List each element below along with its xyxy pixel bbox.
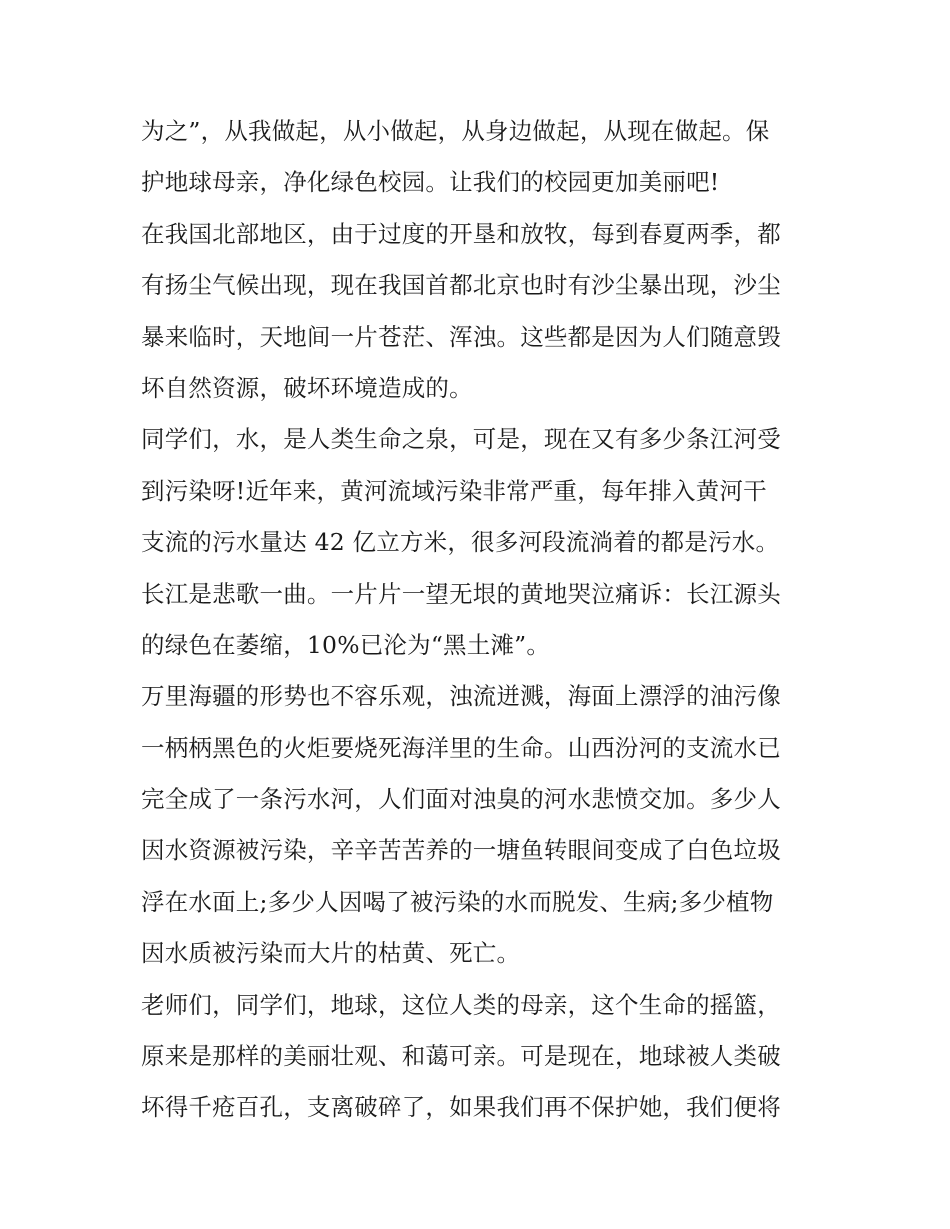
text-line: 因水资源被污染，辛辛苦苦养的一塘鱼转眼间变成了白色垃圾 — [141, 836, 781, 865]
text-line: 长江是悲歌一曲。一片片一望无垠的黄地哭泣痛诉：长江源头 — [141, 579, 781, 608]
text-line: 坏自然资源，破坏环境造成的。 — [141, 373, 473, 402]
text-line: 原来是那样的美丽壮观、和蔼可亲。可是现在，地球被人类破 — [141, 1042, 781, 1071]
text-line: 护地球母亲，净化绿色校园。让我们的校园更加美丽吧! — [141, 168, 720, 197]
text-line: 因水质被污染而大片的枯黄、死亡。 — [141, 939, 521, 968]
text-line: 到污染呀!近年来，黄河流域污染非常严重，每年排入黄河干 — [141, 476, 767, 505]
document-body — [141, 106, 821, 1134]
text-line: 完全成了一条污水河，人们面对浊臭的河水悲愤交加。多少人 — [141, 785, 781, 814]
text-line: 在我国北部地区，由于过度的开垦和放牧，每到春夏两季，都 — [141, 219, 781, 248]
text-line: 浮在水面上;多少人因喝了被污染的水而脱发、生病;多少植物 — [141, 887, 774, 916]
text-line: 暴来临时，天地间一片苍茫、浑浊。这些都是因为人们随意毁 — [141, 322, 781, 351]
text-line: 同学们，水，是人类生命之泉，可是，现在又有多少条江河受 — [141, 425, 781, 454]
text-line: 一柄柄黑色的火炬要烧死海洋里的生命。山西汾河的支流水已 — [141, 733, 781, 762]
text-line: 坏得千疮百孔，支离破碎了，如果我们再不保护她，我们便将 — [141, 1093, 781, 1122]
text-line: 支流的污水量达 42 亿立方米，很多河段流淌着的都是污水。 — [141, 528, 780, 557]
text-line: 有扬尘气候出现，现在我国首都北京也时有沙尘暴出现，沙尘 — [141, 271, 781, 300]
text-line: 万里海疆的形势也不容乐观，浊流迸溅，海面上漂浮的油污像 — [141, 682, 781, 711]
text-line: 为之”，从我做起，从小做起，从身边做起，从现在做起。保 — [141, 117, 770, 145]
text-line: 老师们，同学们，地球，这位人类的母亲，这个生命的摇篮， — [141, 990, 781, 1019]
text-line: 的绿色在萎缩，10%已沦为“黑土滩”。 — [141, 630, 551, 659]
